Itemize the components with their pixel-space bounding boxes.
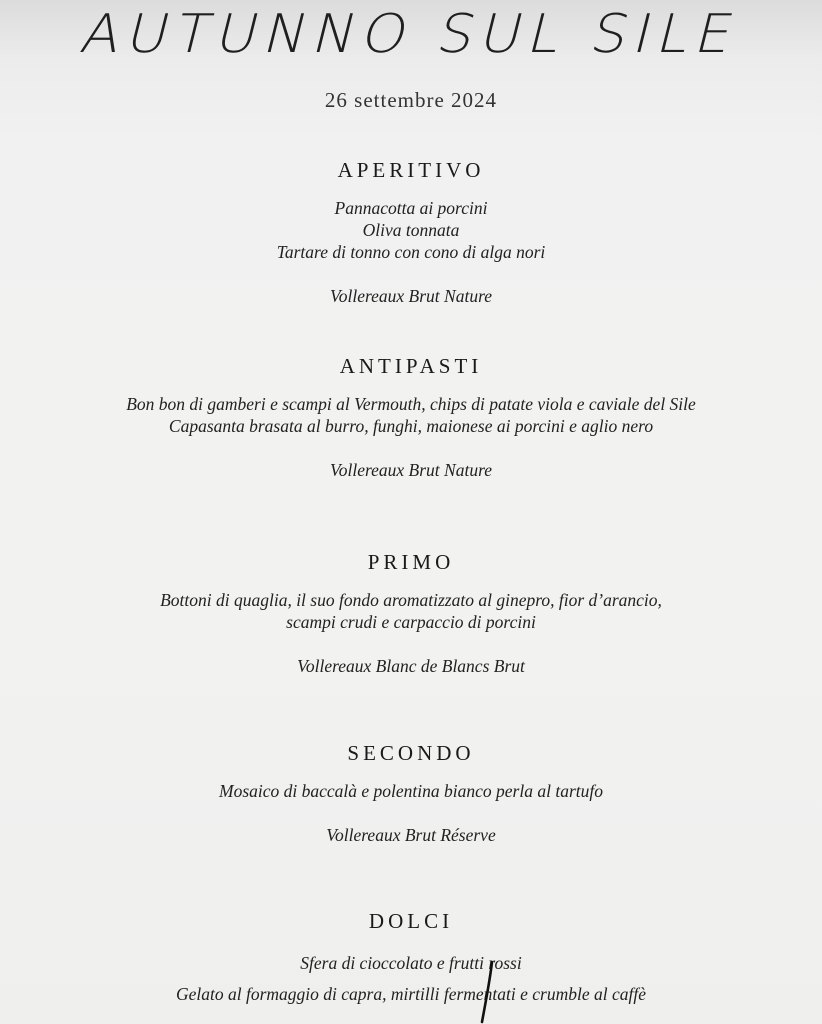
dish-item: Bon bon di gamberi e scampi al Vermouth, chips di patate viola e caviale del Sile bbox=[126, 394, 696, 414]
section-antipasti bbox=[0, 354, 822, 481]
section-dolci bbox=[0, 909, 822, 1010]
section-heading: ANTIPASTI bbox=[339, 354, 483, 378]
dish-item: Bottoni di quaglia, il suo fondo aromatizzato al ginepro, fior d’arancio, bbox=[160, 590, 662, 610]
dish-item: Mosaico di baccalà e polentina bianco perla al tartufo bbox=[219, 781, 603, 801]
dish-item: Sfera di cioccolato e frutti rossi bbox=[300, 953, 522, 973]
section-heading: APERITIVO bbox=[337, 158, 485, 182]
wine-pairing: Vollereaux Brut Nature bbox=[329, 286, 492, 306]
section-primo bbox=[0, 550, 822, 677]
section-secondo bbox=[0, 741, 822, 846]
dish-item: Pannacotta ai porcini bbox=[334, 198, 488, 218]
dish-item: Gelato al formaggio di capra, mirtilli fermentati e crumble al caffè bbox=[175, 984, 646, 1004]
menu-date: 26 settembre 2024 bbox=[324, 88, 498, 112]
menu-title: AUTUNNO SUL SILE bbox=[75, 3, 747, 66]
section-heading: DOLCI bbox=[368, 909, 454, 933]
section-heading: SECONDO bbox=[347, 741, 475, 765]
pen-stroke-mark bbox=[478, 960, 498, 1024]
dish-item: Tartare di tonno con cono di alga nori bbox=[276, 242, 546, 262]
dish-item: Oliva tonnata bbox=[362, 220, 460, 240]
section-aperitivo bbox=[0, 158, 822, 307]
wine-pairing: Vollereaux Brut Nature bbox=[329, 460, 492, 480]
wine-pairing: Vollereaux Brut Réserve bbox=[326, 825, 496, 845]
dish-item: scampi crudi e carpaccio di porcini bbox=[286, 612, 536, 632]
wine-pairing: Vollereaux Blanc de Blancs Brut bbox=[297, 656, 525, 676]
dish-item: Capasanta brasata al burro, funghi, maionese ai porcini e aglio nero bbox=[168, 416, 654, 436]
section-heading: PRIMO bbox=[367, 550, 455, 574]
